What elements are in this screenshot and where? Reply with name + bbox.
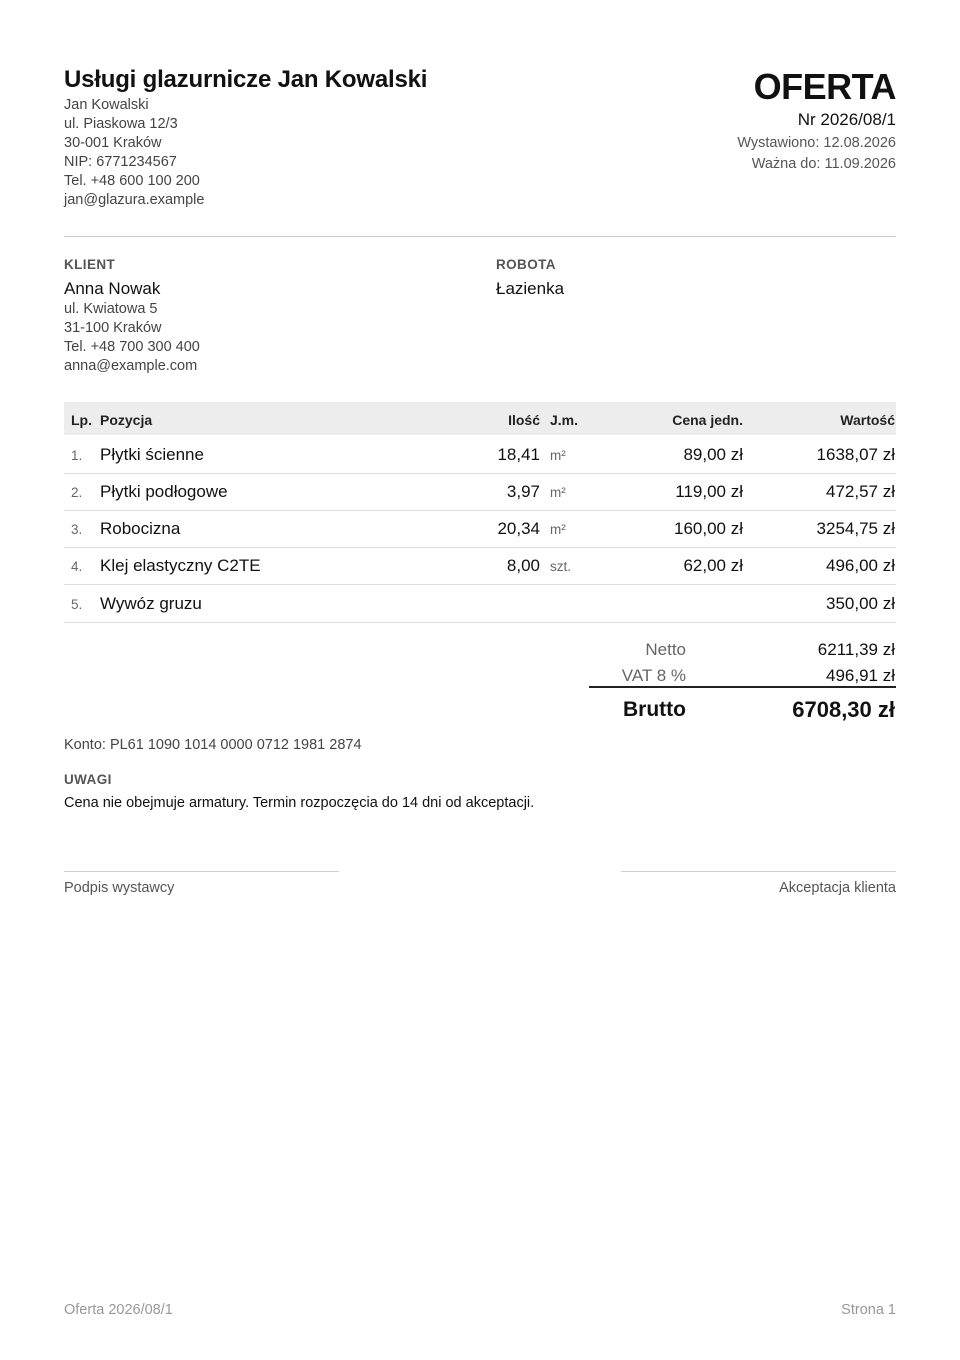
row-quantity: 8,00 [506, 556, 540, 575]
row-lp: 2. [71, 485, 83, 500]
row-quantity: 20,34 [497, 519, 540, 538]
row-lp: 4. [71, 559, 83, 574]
company-name: Usługi glazurnicze Jan Kowalski [64, 66, 428, 93]
net-label: Netto [645, 640, 686, 659]
company-tax-id: NIP: 6771234567 [64, 154, 177, 170]
table-header [64, 402, 896, 435]
client-details [64, 300, 200, 376]
issue-date: Wystawiono: 12.08.2026 [737, 135, 896, 151]
company-details [64, 96, 204, 210]
row-quantity: 18,41 [497, 445, 540, 464]
table-row [64, 436, 896, 474]
header-unit-price: Cena jedn. [672, 412, 743, 428]
row-unit-price: 119,00 zł [675, 482, 743, 501]
client-phone: Tel. +48 700 300 400 [64, 339, 200, 355]
row-value: 472,57 zł [826, 482, 895, 501]
valid-until-date: Ważna do: 11.09.2026 [751, 156, 896, 172]
row-lp: 3. [71, 522, 83, 537]
row-lp: 1. [71, 448, 83, 463]
row-value: 496,00 zł [826, 556, 895, 575]
client-signature-line [621, 871, 896, 872]
row-item: Robocizna [100, 519, 181, 538]
client-email: anna@example.com [64, 358, 198, 374]
row-value: 350,00 zł [826, 594, 895, 613]
client-city: 31-100 Kraków [64, 320, 162, 336]
header-divider [64, 236, 896, 237]
company-phone: Tel. +48 600 100 200 [64, 173, 200, 189]
net-value: 6211,39 zł [817, 640, 895, 659]
row-item: Płytki podłogowe [100, 482, 228, 501]
totals-divider [589, 686, 896, 688]
row-unit: m² [550, 522, 566, 537]
footer-document-ref: Oferta 2026/08/1 [64, 1302, 173, 1318]
header-value: Wartość [840, 412, 895, 428]
row-value: 1638,07 zł [816, 445, 895, 464]
job-name: Łazienka [496, 279, 565, 298]
company-city: 30-001 Kraków [64, 135, 162, 151]
footer-page-number: Strona 1 [841, 1302, 896, 1318]
row-item: Płytki ścienne [100, 445, 204, 464]
company-email: jan@glazura.example [64, 192, 205, 208]
vat-value: 496,91 zł [826, 666, 895, 685]
row-unit: m² [550, 448, 566, 463]
client-street: ul. Kwiatowa 5 [64, 301, 158, 317]
header-item: Pozycja [100, 412, 153, 428]
client-signature-label: Akceptacja klienta [779, 880, 896, 896]
row-lp: 5. [71, 597, 83, 612]
row-unit: szt. [550, 559, 572, 574]
header-quantity: Ilość [508, 412, 540, 428]
document-page [64, 0, 896, 1360]
job-label: ROBOTA [496, 257, 556, 272]
table-row [64, 547, 896, 585]
issuer-signature-line [64, 871, 339, 872]
document-title: OFERTA [753, 66, 896, 107]
row-unit-price: 160,00 zł [674, 519, 743, 538]
bank-account: Konto: PL61 1090 1014 0000 0712 1981 2874 [64, 737, 362, 753]
document-number: Nr 2026/08/1 [797, 110, 896, 129]
row-item: Klej elastyczny C2TE [100, 556, 261, 575]
company-street: ul. Piaskowa 12/3 [64, 116, 178, 132]
row-unit-price: 89,00 zł [683, 445, 743, 464]
row-unit-price: 62,00 zł [683, 556, 743, 575]
row-quantity: 3,97 [506, 482, 540, 501]
row-unit: m² [550, 485, 566, 500]
notes-text: Cena nie obejmuje armatury. Termin rozpoczęcia do 14 dni od akceptacji. [64, 795, 535, 811]
row-value: 3254,75 zł [816, 519, 895, 538]
header-lp: Lp. [71, 412, 92, 428]
gross-value: 6708,30 zł [792, 697, 895, 722]
vat-label: VAT 8 % [621, 666, 686, 685]
company-contact-person: Jan Kowalski [64, 97, 149, 113]
row-item: Wywóz gruzu [100, 594, 202, 613]
client-name: Anna Nowak [64, 279, 161, 298]
gross-label: Brutto [623, 698, 686, 721]
header-unit: J.m. [550, 412, 579, 428]
notes-label: UWAGI [64, 772, 112, 787]
client-label: KLIENT [64, 257, 116, 272]
table-row [64, 510, 896, 548]
table-row [64, 473, 896, 511]
issuer-signature-label: Podpis wystawcy [64, 880, 175, 896]
table-row [64, 585, 896, 623]
